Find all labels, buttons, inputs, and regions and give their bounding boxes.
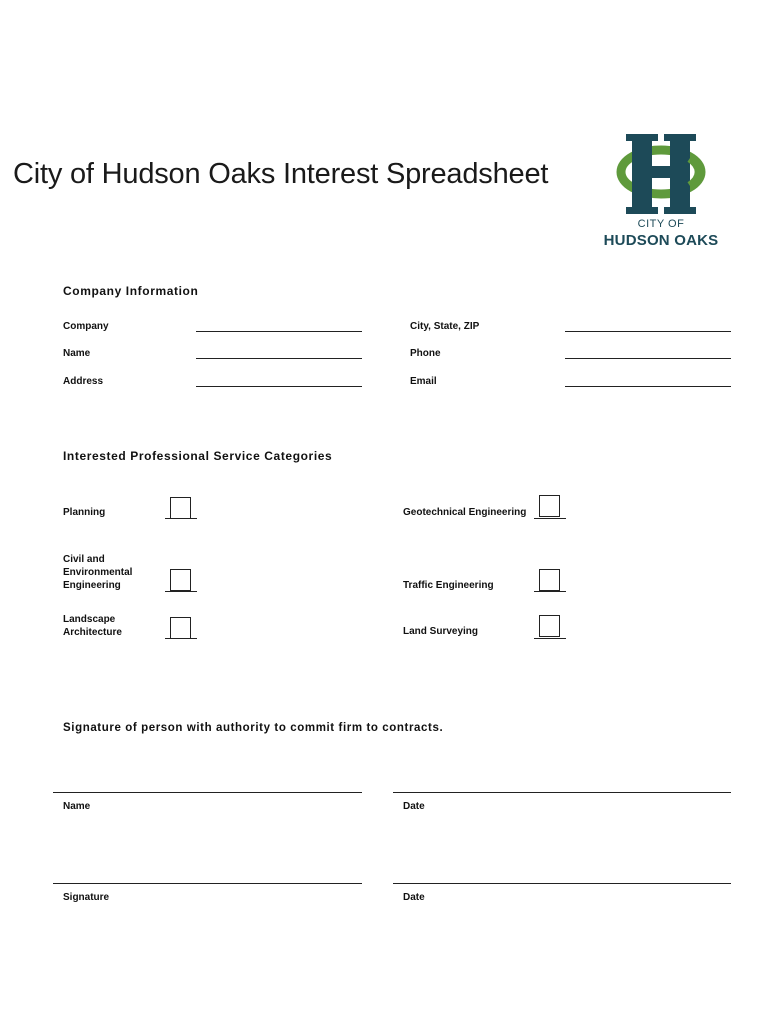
surveying-checkbox[interactable]: [539, 615, 560, 637]
page-title: City of Hudson Oaks Interest Spreadsheet: [13, 158, 549, 190]
surveying-label: Land Surveying: [403, 626, 479, 637]
geotechnical-underline: [534, 518, 566, 519]
sig-date-label-1: Date: [403, 801, 425, 812]
logo-city-of-text: CITY OF: [637, 218, 685, 230]
phone-field[interactable]: [565, 358, 731, 359]
geotechnical-label: Geotechnical Engineering: [403, 507, 527, 518]
logo-hudson-oaks-text: HUDSON OAKS: [603, 232, 719, 249]
surveying-underline: [534, 638, 566, 639]
sig-date-label-2: Date: [403, 892, 425, 903]
date-line-2[interactable]: [393, 883, 731, 884]
company-label: Company: [63, 321, 109, 332]
city-state-zip-label: City, State, ZIP: [410, 321, 480, 332]
date-line-1[interactable]: [393, 792, 731, 793]
company-field[interactable]: [196, 331, 362, 332]
planning-label: Planning: [63, 507, 106, 518]
city-state-zip-field[interactable]: [565, 331, 731, 332]
email-label: Email: [410, 376, 437, 387]
city-logo: [596, 128, 726, 254]
signature-line[interactable]: [53, 883, 362, 884]
traffic-label: Traffic Engineering: [403, 580, 494, 591]
landscape-label: Landscape Architecture: [63, 614, 122, 638]
company-info-heading: Company Information: [63, 284, 199, 298]
name-field[interactable]: [196, 358, 362, 359]
address-field[interactable]: [196, 386, 362, 387]
civil-underline: [165, 591, 197, 592]
hudson-oaks-h-emblem: [596, 128, 726, 220]
geotechnical-checkbox[interactable]: [539, 495, 560, 517]
phone-label: Phone: [410, 348, 441, 359]
traffic-underline: [534, 591, 566, 592]
landscape-checkbox[interactable]: [170, 617, 191, 639]
address-label: Address: [63, 376, 104, 387]
name-label: Name: [63, 348, 91, 359]
civil-environmental-checkbox[interactable]: [170, 569, 191, 591]
civil-environmental-label: Civil and Environmental Engineering: [63, 554, 133, 591]
name-signature-line[interactable]: [53, 792, 362, 793]
signature-heading: Signature of person with authority to commit firm to contracts.: [63, 722, 444, 734]
sig-signature-label: Signature: [63, 892, 110, 903]
sig-name-label: Name: [63, 801, 91, 812]
traffic-checkbox[interactable]: [539, 569, 560, 591]
email-field[interactable]: [565, 386, 731, 387]
planning-checkbox[interactable]: [170, 497, 191, 519]
categories-heading: Interested Professional Service Categories: [63, 449, 333, 463]
